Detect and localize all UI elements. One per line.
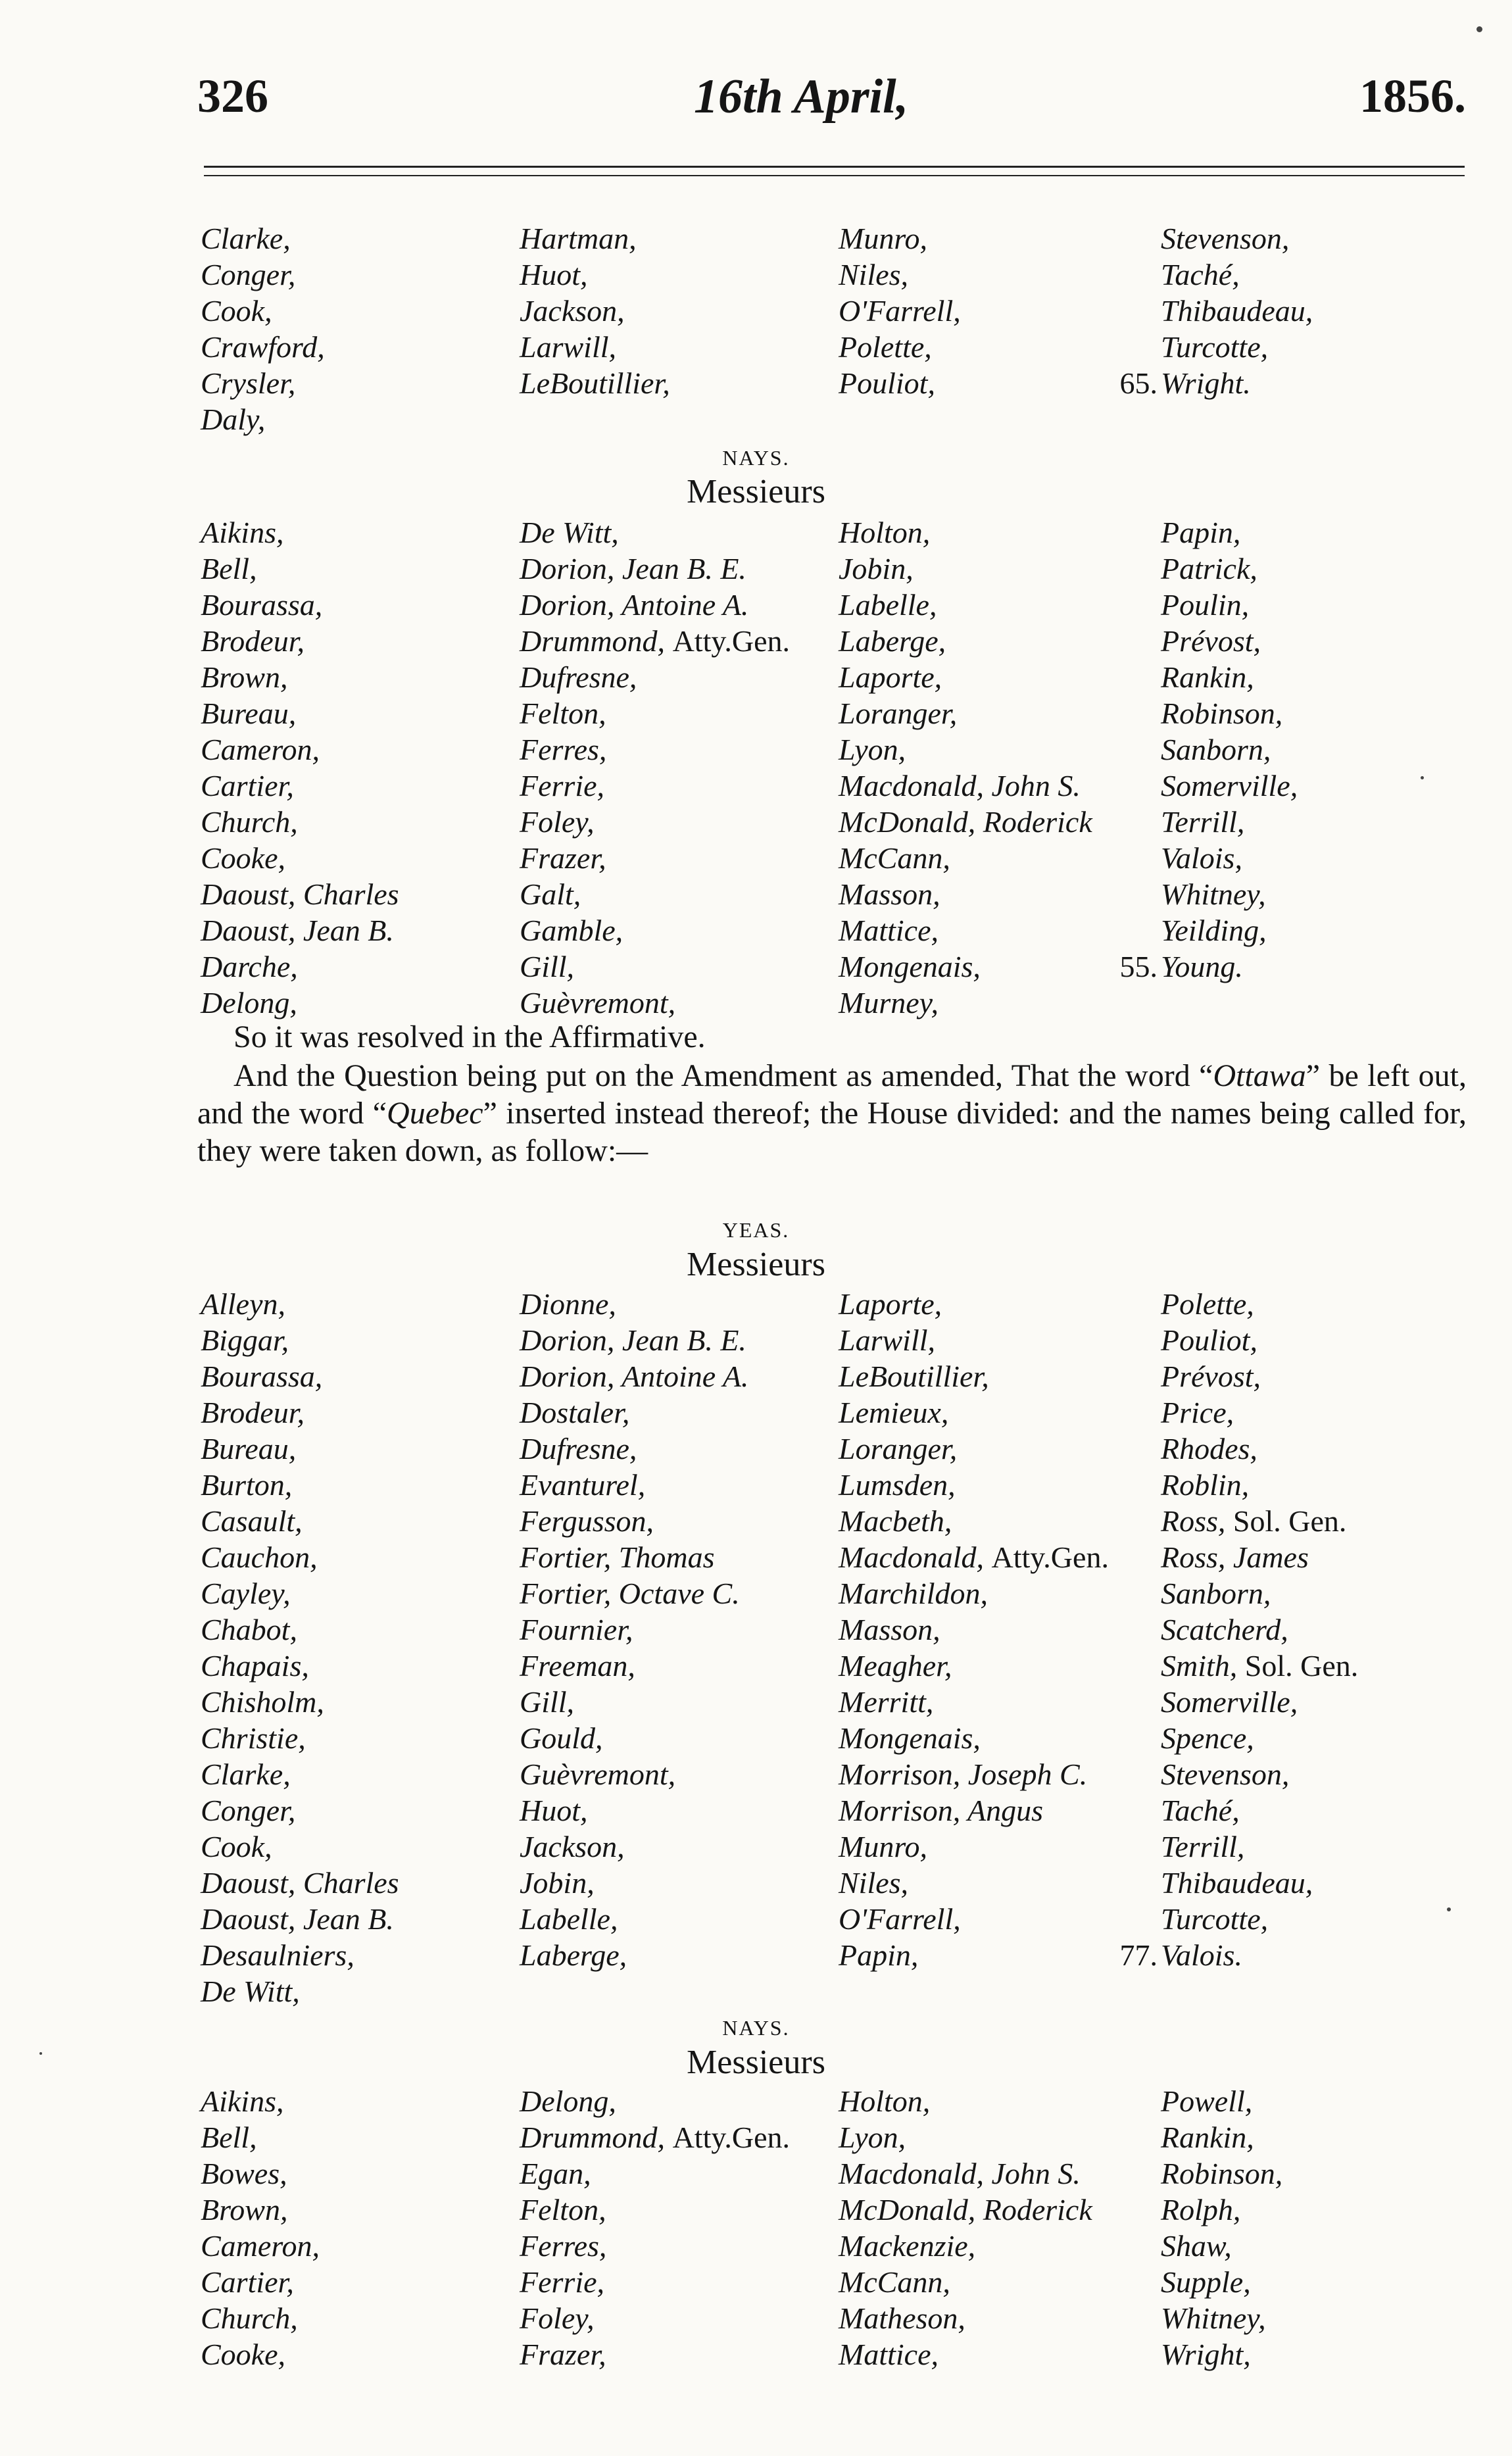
member-name: Sanborn, [1161,733,1271,766]
name-row [0,1648,1512,1684]
name-row [0,2192,1512,2228]
member-name: Prévost, [1161,1360,1261,1393]
member-name: Aikins, [201,2084,284,2118]
member-name: Brown, [201,660,288,694]
member-name: Conger, [201,258,296,291]
member-name: Supple, [1161,2265,1251,2299]
member-name: Somerville, [1161,769,1298,802]
nays-label: NAYS. [722,2016,790,2040]
name-row [0,2155,1512,2192]
member-name: De Witt, [201,1975,300,2008]
print-speck [1447,1907,1451,1911]
name-row [0,1684,1512,1720]
member-name: Macbeth, [839,1504,952,1538]
member-name: Conger, [201,1794,296,1827]
question-part-2: ” be left out, and the word “ [197,1058,1467,1131]
member-name: Thibaudeau, [1161,294,1313,328]
member-name: Lumsden, [839,1468,956,1502]
member-name: Cartier, [201,2265,294,2299]
member-name: Fergusson, [520,1504,654,1538]
member-name: Shaw, [1161,2229,1232,2263]
member-name: Brodeur, [201,1396,305,1429]
name-row [0,2119,1512,2155]
member-name: Freeman, [520,1649,635,1682]
member-name: Rhodes, [1161,1432,1257,1465]
member-name: Jobin, [839,552,914,585]
member-name: Patrick, [1161,552,1257,585]
member-name: Drummond, Atty.Gen. [520,624,790,658]
member-name: Gamble, [520,914,623,947]
name-row [0,514,1512,551]
member-name: Daly, [201,403,266,436]
member-name: Christie, [201,1721,306,1755]
member-name: Marchildon, [839,1577,988,1610]
question-word-2: Quebec [387,1096,483,1131]
member-name: Labelle, [839,588,937,622]
member-name: Munro, [839,222,928,255]
name-row [0,1322,1512,1358]
member-name: Laberge, [839,624,946,658]
member-name: Lemieux, [839,1396,949,1429]
name-row [0,257,1512,293]
member-name: Brodeur, [201,624,305,658]
member-name: Chapais, [201,1649,309,1682]
member-name: Larwill, [839,1323,936,1357]
name-row [0,1865,1512,1901]
name-row [0,1792,1512,1829]
member-name: Guèvremont, [520,1757,676,1791]
name-row [0,1575,1512,1611]
member-name: Desaulniers, [201,1938,354,1972]
name-row [0,948,1512,985]
question-paragraph [197,1057,1467,1169]
name-row [0,401,1512,437]
member-name: Murney, [839,986,939,1019]
page-year: 1856. [1359,70,1466,122]
member-name: Whitney, [1161,2301,1266,2335]
member-name: Price, [1161,1396,1234,1429]
member-name: Taché, [1161,1794,1240,1827]
member-name: Macdonald, John S. [839,769,1081,802]
member-name: Bourassa, [201,588,323,622]
name-row [0,912,1512,948]
name-row [0,2083,1512,2119]
member-name: Laporte, [839,660,942,694]
name-row [0,1901,1512,1937]
member-name: Dufresne, [520,1432,637,1465]
messieurs-heading: Messieurs [687,473,825,510]
question-part-1: And the Question being put on the Amendment as amended, That the word “ [233,1058,1213,1093]
member-name: Robinson, [1161,697,1283,730]
member-name: Yeilding, [1161,914,1267,947]
member-name: Dostaler, [520,1396,630,1429]
member-name: Morrison, Angus [839,1794,1043,1827]
member-name: Ferrie, [520,769,605,802]
member-name: Papin, [839,1938,919,1972]
member-name: Burton, [201,1468,293,1502]
member-name: O'Farrell, [839,1902,961,1936]
member-name: Rankin, [1161,660,1254,694]
name-row [0,2300,1512,2336]
member-name: Felton, [520,2193,606,2226]
member-name: Cameron, [201,733,320,766]
member-name: Casault, [201,1504,303,1538]
member-name: Pouliot, [839,366,935,400]
member-name: Valois, [1161,841,1242,875]
member-name: Ferres, [520,733,607,766]
member-name: Pouliot, [1161,1323,1257,1357]
name-row [0,1286,1512,1322]
member-name: Lyon, [839,733,906,766]
name-row [0,2336,1512,2372]
name-row [0,1720,1512,1756]
member-name: Clarke, [201,1757,291,1791]
member-name: Stevenson, [1161,222,1290,255]
member-name: Polette, [1161,1287,1254,1321]
member-name: Fournier, [520,1613,633,1646]
member-name: Chabot, [201,1613,297,1646]
vote-count: 55. [1119,950,1158,983]
member-name: Alleyn, [201,1287,285,1321]
member-name: Jackson, [520,294,625,328]
member-name: Terrill, [1161,805,1245,839]
member-name: Cook, [201,294,272,328]
name-row [0,659,1512,695]
name-row [0,623,1512,659]
resolution-text [197,1018,1467,1056]
member-name: McCann, [839,2265,950,2299]
member-name: Stevenson, [1161,1757,1290,1791]
member-name: Guèvremont, [520,986,676,1019]
member-name: Matheson, [839,2301,965,2335]
member-name: Meagher, [839,1649,952,1682]
member-name: Frazer, [520,2338,606,2371]
name-row [0,985,1512,1021]
member-name: Polette, [839,330,932,364]
name-row [0,768,1512,804]
name-row [0,1431,1512,1467]
member-name: Smith, Sol. Gen. [1161,1649,1359,1682]
member-name: O'Farrell, [839,294,961,328]
member-name: Wright. [1161,366,1251,400]
member-name: Mongenais, [839,1721,981,1755]
name-row [0,804,1512,840]
member-name: Thibaudeau, [1161,1866,1313,1900]
member-name: Aikins, [201,516,284,549]
member-name: Fortier, Octave C. [520,1577,740,1610]
member-name: Scatcherd, [1161,1613,1288,1646]
name-row [0,876,1512,912]
member-name: Galt, [520,877,581,911]
member-name: Delong, [520,2084,616,2118]
member-name: Niles, [839,1866,909,1900]
member-name: Dorion, Jean B. E. [520,1323,746,1357]
member-name: Daoust, Jean B. [201,914,394,947]
member-name: Cayley, [201,1577,291,1610]
name-row [0,329,1512,365]
name-row [0,587,1512,623]
member-name: Niles, [839,258,909,291]
member-name: Laporte, [839,1287,942,1321]
messieurs-heading: Messieurs [687,1246,825,1283]
member-name: Turcotte, [1161,1902,1269,1936]
member-name: Morrison, Joseph C. [839,1757,1088,1791]
member-name: Somerville, [1161,1685,1298,1719]
page-date: 16th April, [694,70,909,124]
member-name: Huot, [520,258,588,291]
member-name: Rankin, [1161,2121,1254,2154]
name-row [0,551,1512,587]
member-name: Valois. [1161,1938,1242,1972]
member-name: Bowes, [201,2157,287,2190]
name-row [0,1503,1512,1539]
member-name: Robinson, [1161,2157,1283,2190]
member-name: Sanborn, [1161,1577,1271,1610]
member-name: Jobin, [520,1866,595,1900]
member-name: Daoust, Charles [201,877,399,911]
member-name: Foley, [520,2301,595,2335]
member-name: McDonald, Roderick [839,805,1092,839]
member-name: Lyon, [839,2121,906,2154]
member-name: Powell, [1161,2084,1253,2118]
member-name: McCann, [839,841,950,875]
member-name: Macdonald, John S. [839,2157,1081,2190]
print-speck [39,2052,42,2055]
vote-count: 77. [1119,1938,1158,1972]
member-name: LeBoutillier, [839,1360,989,1393]
member-name: Bourassa, [201,1360,323,1393]
member-name: Fortier, Thomas [520,1540,715,1574]
member-name: McDonald, Roderick [839,2193,1092,2226]
name-row [0,220,1512,257]
member-name: Church, [201,2301,298,2335]
member-name: Ross, Sol. Gen. [1161,1504,1347,1538]
name-row [0,1937,1512,1973]
member-name: Poulin, [1161,588,1250,622]
member-name: Cooke, [201,841,286,875]
member-name: Felton, [520,697,606,730]
member-name: Drummond, Atty.Gen. [520,2121,790,2154]
name-row [0,1394,1512,1431]
member-name: Ferres, [520,2229,607,2263]
member-name: Cauchon, [201,1540,318,1574]
member-name: Turcotte, [1161,330,1269,364]
member-name: Whitney, [1161,877,1266,911]
print-speck [1421,776,1424,779]
page-number: 326 [197,70,268,122]
name-row [0,1829,1512,1865]
question-part-3: ” inserted instead thereof; the House divided: and the names being called for, they were taken down, as follow:— [197,1096,1467,1168]
member-name: Labelle, [520,1902,618,1936]
member-name: Gould, [520,1721,603,1755]
member-name: Macdonald, Atty.Gen. [839,1540,1109,1574]
member-name: Brown, [201,2193,288,2226]
member-name: Prévost, [1161,624,1261,658]
member-name: Hartman, [520,222,637,255]
member-name: Masson, [839,1613,940,1646]
header-rule-thin [204,175,1465,176]
member-name: Daoust, Jean B. [201,1902,394,1936]
member-name: Young. [1161,950,1243,983]
member-name: Cook, [201,1830,272,1863]
member-name: Loranger, [839,1432,958,1465]
member-name: Huot, [520,1794,588,1827]
member-name: Crysler, [201,366,296,400]
member-name: Mackenzie, [839,2229,976,2263]
page-header [197,69,1466,128]
name-row [0,840,1512,876]
name-row [0,1611,1512,1648]
member-name: Crawford, [201,330,325,364]
member-name: Mongenais, [839,950,981,983]
member-name: Dorion, Antoine A. [520,1360,749,1393]
member-name: Munro, [839,1830,928,1863]
member-name: Daoust, Charles [201,1866,399,1900]
member-name: Terrill, [1161,1830,1245,1863]
member-name: Mattice, [839,2338,939,2371]
member-name: Ross, James [1161,1540,1309,1574]
name-row [0,731,1512,768]
header-rule [204,166,1465,168]
member-name: Cartier, [201,769,294,802]
member-name: Church, [201,805,298,839]
name-row [0,1358,1512,1394]
member-name: Egan, [520,2157,591,2190]
member-name: Bell, [201,552,257,585]
member-name: Delong, [201,986,297,1019]
member-name: Merritt, [839,1685,934,1719]
member-name: Mattice, [839,914,939,947]
member-name: Holton, [839,2084,931,2118]
name-row [0,365,1512,401]
member-name: Papin, [1161,516,1241,549]
print-speck [1476,26,1482,32]
name-row [0,2264,1512,2300]
vote-count: 65. [1119,366,1158,400]
member-name: Chisholm, [201,1685,324,1719]
member-name: Bureau, [201,697,297,730]
messieurs-heading: Messieurs [687,2044,825,2081]
member-name: Darche, [201,950,298,983]
member-name: De Witt, [520,516,619,549]
member-name: Dorion, Jean B. E. [520,552,746,585]
nays-label: NAYS. [722,446,790,470]
member-name: Cameron, [201,2229,320,2263]
member-name: Evanturel, [520,1468,646,1502]
yeas-label: YEAS. [722,1218,790,1242]
member-name: Loranger, [839,697,958,730]
name-row [0,293,1512,329]
member-name: LeBoutillier, [520,366,670,400]
member-name: Spence, [1161,1721,1254,1755]
member-name: Dionne, [520,1287,616,1321]
name-row [0,1756,1512,1792]
name-row [0,1467,1512,1503]
name-row [0,695,1512,731]
member-name: Bell, [201,2121,257,2154]
member-name: Ferrie, [520,2265,605,2299]
member-name: Roblin, [1161,1468,1250,1502]
member-name: Gill, [520,950,575,983]
member-name: Masson, [839,877,940,911]
member-name: Foley, [520,805,595,839]
member-name: Cooke, [201,2338,286,2371]
member-name: Clarke, [201,222,291,255]
resolution-line: So it was resolved in the Affirmative. [233,1019,706,1054]
member-name: Wright, [1161,2338,1251,2371]
member-name: Larwill, [520,330,617,364]
member-name: Rolph, [1161,2193,1241,2226]
member-name: Frazer, [520,841,606,875]
name-row [0,1539,1512,1575]
member-name: Laberge, [520,1938,627,1972]
member-name: Biggar, [201,1323,289,1357]
member-name: Taché, [1161,258,1240,291]
member-name: Bureau, [201,1432,297,1465]
member-name: Dorion, Antoine A. [520,588,749,622]
member-name: Holton, [839,516,931,549]
name-row [0,2228,1512,2264]
question-word-1: Ottawa [1213,1058,1306,1093]
name-row [0,1973,1512,2009]
member-name: Dufresne, [520,660,637,694]
member-name: Gill, [520,1685,575,1719]
member-name: Jackson, [520,1830,625,1863]
